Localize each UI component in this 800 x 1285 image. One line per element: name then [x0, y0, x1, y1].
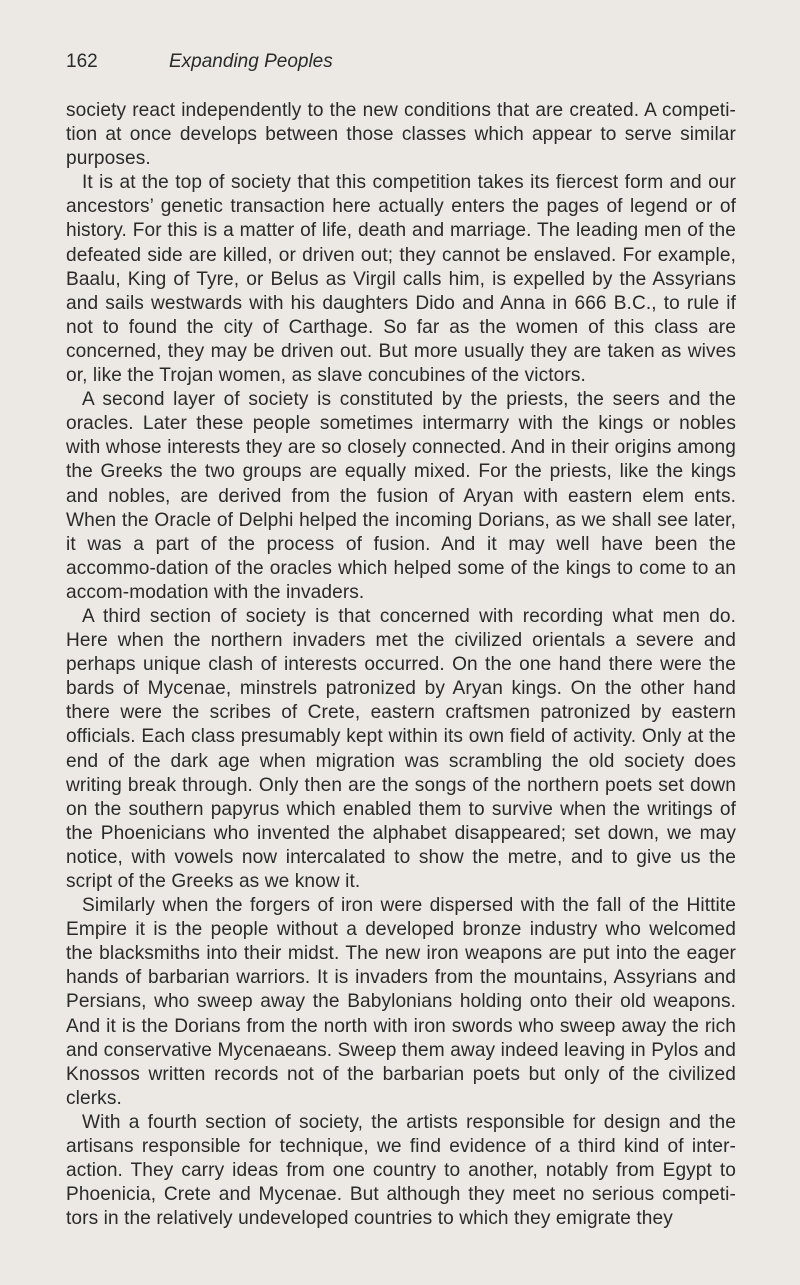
paragraph-artists-artisans: With a fourth section of society, the artists responsible for design and the artisans responsible for technique, we find evidence of a third kind of inter-action. They carry ideas from one country to another, notably from Egypt to Phoenicia, Crete and Mycenae. But although they meet no serious competi-tors in the relatively undeveloped countries to which they emigrate they	[66, 1111, 736, 1230]
paragraph-recording-section: A third section of society is that concerned with recording what men do. Here when the northern invaders met the civilized orientals a severe and perhaps unique clash of interests occurred. On the one hand there were the bards of Mycenae, minstrels patronized by Aryan kings. On the other hand there were the scribes of Crete, eastern craftsmen patronized by eastern officials. Each class presumably kept within its own field of activity. Only at the end of the dark age when migration was scrambling the old society does writing break through. Only then are the songs of the northern poets set down on the southern papyrus which enabled them to survive when the writings of the Phoenicians who invented the alphabet disappeared; set down, we may notice, with vowels now intercalated to show the metre, and to give us the script of the Greeks as we know it.	[66, 605, 736, 892]
running-head	[66, 50, 736, 74]
running-title: Expanding Peoples	[169, 51, 333, 72]
page-number: 162	[66, 51, 98, 72]
paragraph-priests-and-oracles: A second layer of society is constituted by the priests, the seers and the oracles. Later these people sometimes intermarry with the kings or nobles with whose interests they are so closely connected. And in their origins among the Greeks the two groups are equally mixed. For the priests, like the kings and nobles, are derived from the fusion of Aryan with eastern elem ents. When the Oracle of Delphi helped the incoming Dorians, as we shall see later, it was a part of the process of fusion. And it may well have been the accommo-dation of the oracles which helped some of the kings to come to an accom-modation with the invaders.	[66, 389, 736, 603]
body-text	[66, 99, 736, 1231]
paragraph-continuation: society react independently to the new conditions that are created. A competi-tion at once develops between those classes which appear to serve similar purposes.	[66, 100, 736, 170]
paragraph-top-of-society: It is at the top of society that this competition takes its fiercest form and our ancestors’ genetic transaction here actually enters the pages of legend or of history. For this is a matter of life, death and marriage. The leading men of the defeated side are killed, or driven out; they cannot be enslaved. For example, Baalu, King of Tyre, or Belus as Virgil calls him, is expelled by the Assyrians and sails westwards with his daughters Dido and Anna in 666 B.C., to rule if not to found the city of Carthage. So far as the women of this class are concerned, they may be driven out. But more usually they are taken as wives or, like the Trojan women, as slave concubines of the victors.	[66, 172, 736, 387]
paragraph-iron-forgers: Similarly when the forgers of iron were dispersed with the fall of the Hittite Empire it is the people without a developed bronze industry who welcomed the blacksmiths into their midst. The new iron weapons are put into the eager hands of barbarian warriors. It is invaders from the mountains, Assyrians and Persians, who sweep away the Babylonians holding onto their old weapons. And it is the Dorians from the north with iron swords who sweep away the rich and conservative Mycenaeans. Sweep them away indeed leaving in Pylos and Knossos written records not of the barbarian poets but only of the civilized clerks.	[66, 895, 736, 1109]
